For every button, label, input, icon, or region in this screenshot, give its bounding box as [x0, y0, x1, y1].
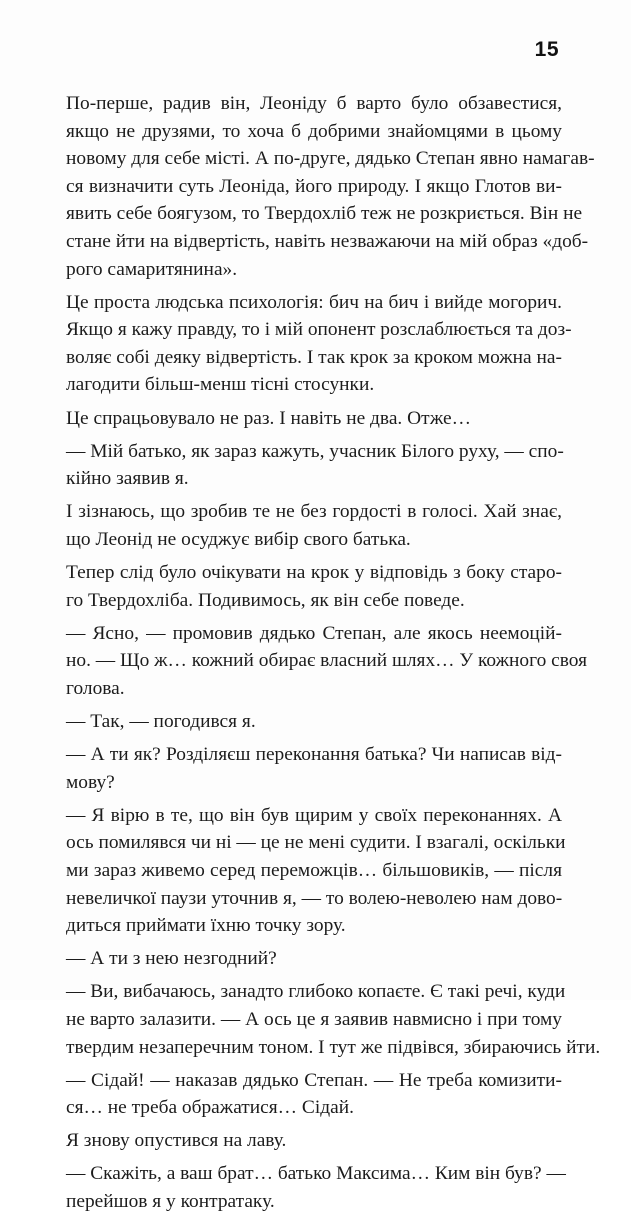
text-line: Це проста людська психологія: бич на бич і вийде могорич. [66, 291, 562, 313]
paragraph [66, 498, 562, 553]
paragraph [66, 1127, 562, 1155]
text-line: — Так, — погодився я. [66, 710, 256, 732]
text-line: Якщо я кажу правду, то і мій опонент розслаблюється та доз- [66, 319, 572, 341]
text-line: стане йти на відвертість, навіть незважаючи на мій образ «доб- [66, 230, 589, 252]
text-line: — Ви, вибачаюсь, занадто глибоко копаєте. Є такі речі, куди [66, 981, 566, 1003]
text-line: не варто залазити. — А ось це я заявив навмисно і при тому [66, 1008, 562, 1030]
text-line: кійно заявив я. [66, 468, 189, 490]
body-text [66, 90, 601, 1216]
text-line: голова. [66, 677, 125, 699]
text-line: ся… не треба ображатися… Сідай. [66, 1097, 354, 1119]
text-line: — Сідай! — наказав дядько Степан. — Не треба комизити- [66, 1069, 562, 1091]
text-line: Тепер слід було очікувати на крок у відповідь з боку старо- [66, 562, 562, 583]
paragraph [66, 741, 562, 796]
text-line: Я знову опустився на лаву. [66, 1130, 287, 1152]
text-line: но. — Що ж… кожний обирає власний шлях… У кожного своя [66, 650, 587, 672]
paragraph [66, 620, 587, 703]
text-line: — А ти як? Розділяєш переконання батька? Чи написав від- [66, 744, 562, 766]
text-line: ся визначити суть Леоніда, його природу. І якщо Глотов ви- [66, 175, 562, 197]
paragraph [66, 978, 601, 1061]
paragraph [66, 945, 562, 973]
text-line: — Мій батько, як зараз кажуть, учасник Білого руху, — спо- [66, 440, 564, 462]
text-line: лагодити більш-менш тісні стосунки. [66, 374, 375, 396]
paragraph [66, 405, 562, 433]
text-line: По-перше, радив він, Леоніду б варто було обзавестися, [66, 93, 562, 114]
text-line: Це спрацьовувало не раз. І навіть не два. Отже… [66, 407, 471, 429]
page-number: 15 [534, 38, 559, 61]
paragraph [66, 802, 566, 940]
text-line: І зізнаюсь, що зробив те не без гордості в голосі. Хай знає, [66, 501, 562, 523]
paragraph [66, 1160, 566, 1215]
text-line: ось помилявся чи ні — це не мені судити. І взагалі, оскільки [66, 832, 566, 854]
text-line: рого самаритянина». [66, 258, 238, 280]
paragraph [66, 1067, 562, 1122]
text-line: перейшов я у контратаку. [66, 1190, 275, 1212]
paragraph [66, 438, 562, 493]
text-line: воляє собі деяку відвертість. І так крок за кроком можна на- [66, 346, 562, 368]
text-line: — А ти з нею незгодний? [66, 948, 277, 970]
text-line: невеличкої паузи уточнив я, — то волею-неволею нам дово- [66, 887, 563, 909]
text-line: явить себе боягузом, то Твердохліб теж не розкриється. Він не [66, 203, 583, 225]
paragraph [66, 90, 595, 283]
text-line: мову? [66, 771, 115, 793]
text-line: — Я вірю в те, що він був щирим у своїх переконаннях. А [66, 804, 562, 826]
text-line: що Леонід не осуджує вибір свого батька. [66, 528, 411, 550]
text-line: твердим незаперечним тоном. І тут же підвівся, збираючись йти. [66, 1036, 601, 1058]
paragraph [66, 708, 562, 736]
text-line: го Твердохліба. Подивимось, як він себе поведе. [66, 589, 465, 611]
paragraph [66, 559, 562, 614]
text-line: новому для себе місті. А по-друге, дядько Степан явно намагав- [66, 148, 595, 170]
paragraph [66, 289, 572, 399]
text-line: ми зараз живемо серед переможців… більшовиків, — після [66, 859, 562, 881]
text-line: диться приймати їхню точку зору. [66, 915, 346, 937]
text-line: — Ясно, — промовив дядько Степан, але якось неемоцій- [66, 622, 562, 644]
text-line: якщо не друзями, то хоча б добрими знайомцями в цьому [66, 120, 562, 142]
text-line: — Скажіть, а ваш брат… батько Максима… Ким він був? — [66, 1163, 566, 1185]
